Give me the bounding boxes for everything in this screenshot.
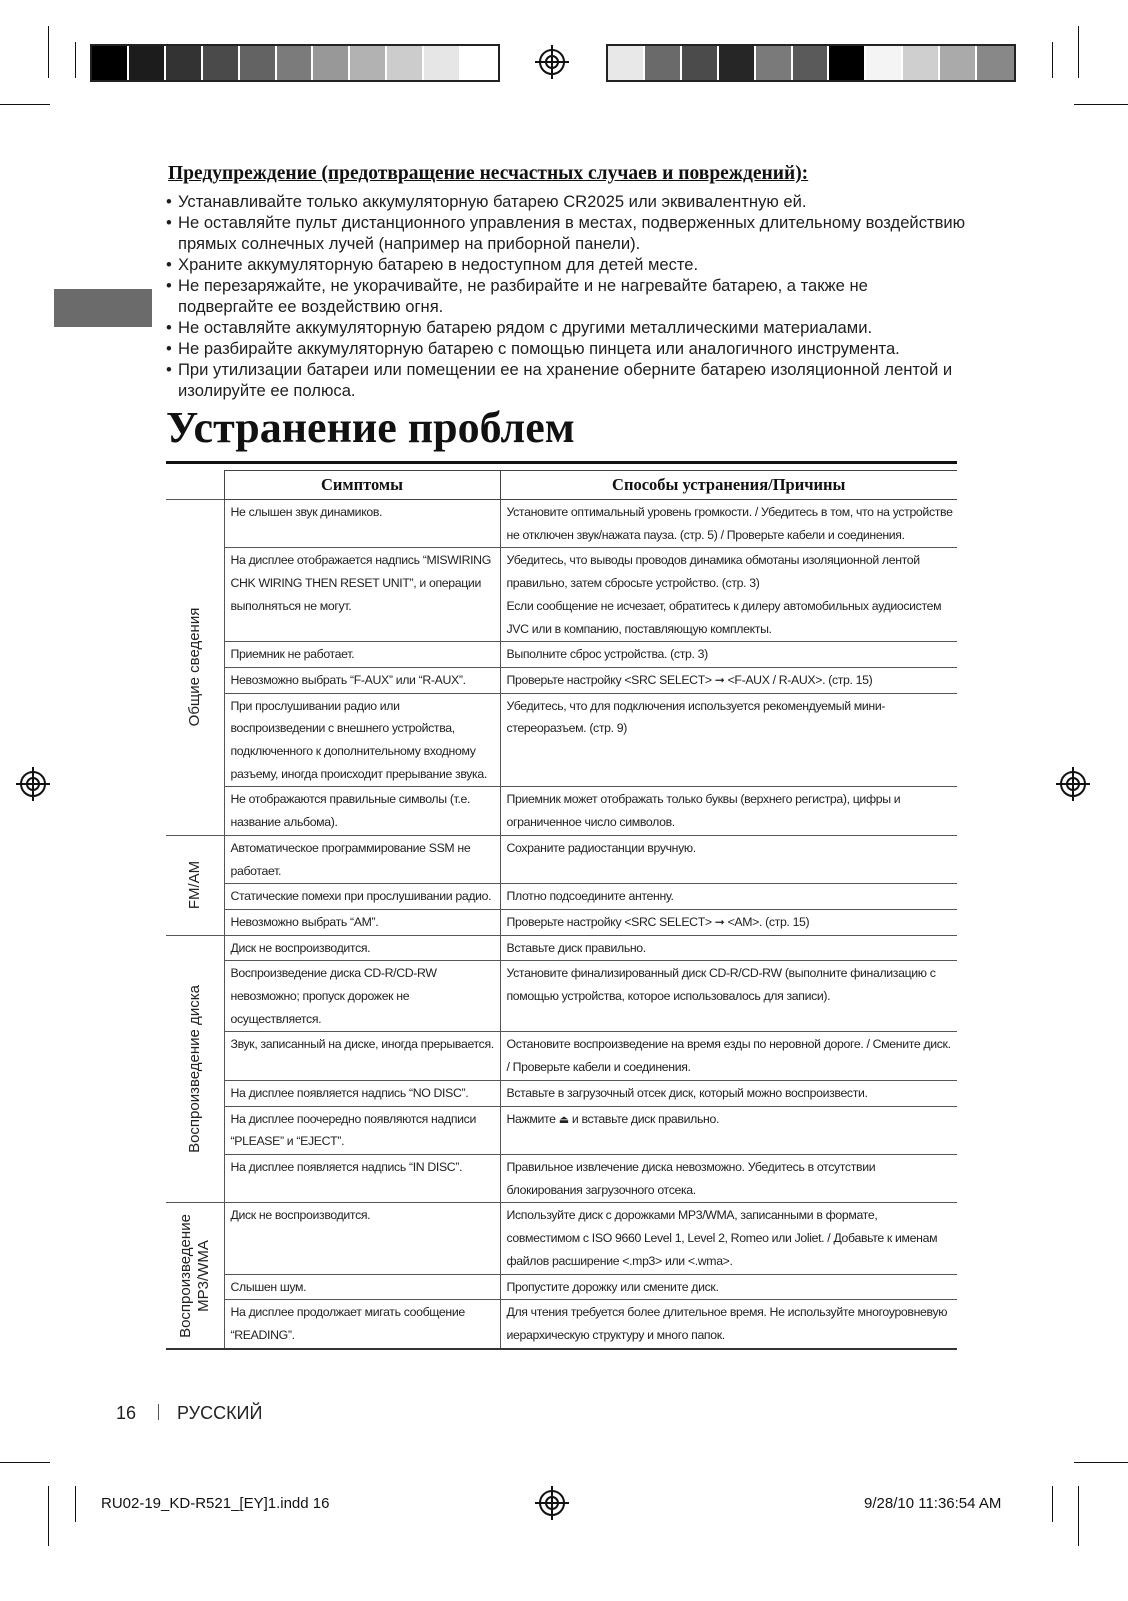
color-swatch: [682, 46, 719, 80]
symptom-cell: Не слышен звук динамиков.: [224, 500, 500, 548]
symptom-cell: Статические помехи при прослушивании радио.: [224, 884, 500, 910]
symptom-cell: На дисплее появляется надпись “NO DISC”.: [224, 1080, 500, 1106]
table-row: [166, 1203, 957, 1274]
table-row: [166, 909, 957, 935]
color-swatch: [313, 46, 350, 80]
solution-text: Убедитесь, что выводы проводов динамика обмотаны изоляционной лентой правильно, затем сбросьте устройство. (стр. 3): [506, 553, 920, 591]
category-label: Общие сведения: [185, 608, 203, 727]
color-swatch: [92, 46, 129, 80]
solution-text: Нажмите: [506, 1111, 556, 1126]
color-swatch: [756, 46, 793, 80]
warning-item: • Устанавливайте только аккумуляторную батарею CR2025 или эквивалентную ей.: [166, 191, 966, 212]
registration-mark-icon: [16, 767, 50, 801]
table-row: [166, 835, 957, 883]
table-row: [166, 1080, 957, 1106]
solution-cell: Выполните сброс устройства. (стр. 3): [500, 642, 957, 668]
table-row: [166, 693, 957, 787]
solution-cell: Плотно подсоедините антенну.: [500, 884, 957, 910]
solution-cell: Вставьте диск правильно.: [500, 935, 957, 961]
symptom-cell: Невозможно выбрать “F-AUX” или “R-AUX”.: [224, 667, 500, 693]
table-header-row: [166, 471, 957, 500]
solution-cell: Для чтения требуется более длительное время. Не используйте многоуровневую иерархическую структуру и много папок.: [500, 1300, 957, 1349]
table-row: [166, 961, 957, 1032]
symptom-cell: На дисплее поочередно появляются надписи “PLEASE” и “EJECT”.: [224, 1106, 500, 1154]
title-rule: [166, 461, 957, 464]
category-label-line: MP3/WMA: [194, 1239, 212, 1312]
header-symptoms: Симптомы: [224, 471, 500, 500]
category-label-line: Воспроизведение: [176, 1213, 194, 1338]
color-swatch: [277, 46, 314, 80]
color-bar-right: [606, 44, 1016, 82]
eject-icon: ⏏: [558, 1113, 569, 1126]
color-swatch: [461, 46, 498, 80]
table-row: [166, 1274, 957, 1300]
page-title: Устранение проблем: [166, 403, 575, 452]
table-row: [166, 1154, 957, 1202]
slug-timestamp: 9/28/10 11:36:54 AM: [864, 1495, 1002, 1512]
registration-mark-icon: [1056, 767, 1090, 801]
symptom-cell: На дисплее продолжает мигать сообщение “READING”.: [224, 1300, 500, 1349]
warning-item: • Храните аккумуляторную батарею в недоступном для детей месте.: [166, 254, 966, 275]
symptom-cell: Диск не воспроизводится.: [224, 1203, 500, 1274]
solution-cell: [500, 909, 957, 935]
color-swatch: [424, 46, 461, 80]
footer-language: РУССКИЙ: [177, 1403, 263, 1423]
solution-cell: Установите финализированный диск CD-R/CD-RW (выполните финализацию с помощью устройства, которое использовалось для записи).: [500, 961, 957, 1032]
solution-text: <F-AUX / R-AUX>. (стр. 15): [727, 672, 873, 687]
header-solutions: Способы устранения/Причины: [500, 471, 957, 500]
table-row: [166, 787, 957, 835]
table-row: [166, 667, 957, 693]
solution-cell: Правильное извлечение диска невозможно. Убедитесь в отсутствии блокирования загрузочного отсека.: [500, 1154, 957, 1202]
color-swatch: [793, 46, 830, 80]
warning-item: • Не разбирайте аккумуляторную батарею с помощью пинцета или аналогичного инструмента.: [166, 338, 966, 359]
category-fmam: [166, 835, 224, 935]
solution-cell: Сохраните радиостанции вручную.: [500, 835, 957, 883]
table-row: [166, 884, 957, 910]
table-row: [166, 548, 957, 642]
warning-item: • Не оставляйте пульт дистанционного управления в местах, подверженных длительному воздействию прямых солнечных лучей (например на приборной панели).: [166, 212, 966, 254]
warning-list: [166, 191, 966, 401]
footer-divider: [158, 1404, 159, 1420]
table-row: [166, 642, 957, 668]
page-footer: [116, 1403, 262, 1424]
color-swatch: [903, 46, 940, 80]
category-label: FM/AM: [185, 861, 203, 910]
slug-filename: RU02-19_KD-R521_[EY]1.indd 16: [101, 1495, 330, 1512]
solution-cell: Остановите воспроизведение на время езды по неровной дороге. / Смените диск. / Проверьте кабели и соединения.: [500, 1032, 957, 1080]
category-label: Воспроизведение диска: [185, 985, 203, 1153]
color-swatch: [240, 46, 277, 80]
color-swatch: [387, 46, 424, 80]
color-swatch: [719, 46, 756, 80]
solution-cell: [500, 1106, 957, 1154]
symptom-cell: Автоматическое программирование SSM не работает.: [224, 835, 500, 883]
table-row: [166, 1300, 957, 1349]
solution-cell: Убедитесь, что для подключения используется рекомендуемый мини-стереоразъем. (стр. 9): [500, 693, 957, 787]
table-row: [166, 500, 957, 548]
solution-cell: Приемник может отображать только буквы (верхнего регистра), цифры и ограниченное число символов.: [500, 787, 957, 835]
solution-text: и вставьте диск правильно.: [571, 1111, 720, 1126]
warning-title: Предупреждение (предотвращение несчастных случаев и повреждений):: [168, 163, 809, 184]
color-swatch: [977, 46, 1014, 80]
warning-item: • При утилизации батареи или помещении ее на хранение оберните батарею изоляционной лентой и изолируйте ее полюса.: [166, 359, 966, 401]
solution-text: <AM>. (стр. 15): [727, 914, 810, 929]
category-mp3-wma: [166, 1203, 224, 1349]
table-row: [166, 1032, 957, 1080]
symptom-cell: Диск не воспроизводится.: [224, 935, 500, 961]
color-swatch: [608, 46, 645, 80]
category-general: [166, 500, 224, 836]
solution-cell: [500, 667, 957, 693]
solution-text: Проверьте настройку <SRC SELECT>: [506, 672, 712, 687]
solution-cell: Установите оптимальный уровень громкости. / Убедитесь в том, что на устройстве не отключен звук/нажата пауза. (стр. 5) / Проверьте кабели и соединения.: [500, 500, 957, 548]
troubleshooting-table: [166, 470, 957, 1350]
symptom-cell: Не отображаются правильные символы (т.е. название альбома).: [224, 787, 500, 835]
solution-cell: Пропустите дорожку или смените диск.: [500, 1274, 957, 1300]
warning-item: • Не перезаряжайте, не укорачивайте, не разбирайте и не нагревайте батарею, а также не подвергайте ее воздействию огня.: [166, 275, 966, 317]
symptom-cell: Воспроизведение диска CD-R/CD-RW невозможно; пропуск дорожек не осуществляется.: [224, 961, 500, 1032]
category-disc: [166, 935, 224, 1203]
page-number: 16: [116, 1403, 137, 1423]
color-swatch: [829, 46, 866, 80]
category-label: [177, 1214, 213, 1338]
color-bar-left: [90, 44, 500, 82]
solution-text: Если сообщение не исчезает, обратитесь к дилеру автомобильных аудиосистем JVC или в компанию, поставляющую комплекты.: [506, 598, 942, 636]
color-swatch: [203, 46, 240, 80]
color-swatch: [866, 46, 903, 80]
registration-mark-icon: [535, 1486, 569, 1520]
warning-item: • Не оставляйте аккумуляторную батарею рядом с другими металлическими материалами.: [166, 317, 966, 338]
symptom-cell: Слышен шум.: [224, 1274, 500, 1300]
color-swatch: [645, 46, 682, 80]
registration-mark-icon: [535, 45, 569, 79]
solution-cell: [500, 548, 957, 642]
table-row: [166, 935, 957, 961]
symptom-cell: Приемник не работает.: [224, 642, 500, 668]
table-header-spacer: [166, 471, 224, 500]
color-swatch: [940, 46, 977, 80]
solution-cell: Используйте диск с дорожками MP3/WMA, записанными в формате, совместимом с ISO 9660 Level 1, Level 2, Romeo или Joliet. / Добавьте к именам файлов расширение <.mp3> или <.wma>.: [500, 1203, 957, 1274]
color-swatch: [129, 46, 166, 80]
symptom-cell: На дисплее появляется надпись “IN DISC”.: [224, 1154, 500, 1202]
arrow-right-icon: ➞: [714, 672, 725, 687]
solution-cell: Вставьте в загрузочный отсек диск, который можно воспроизвести.: [500, 1080, 957, 1106]
color-swatch: [350, 46, 387, 80]
symptom-cell: Невозможно выбрать “AM”.: [224, 909, 500, 935]
color-swatch: [166, 46, 203, 80]
symptom-cell: На дисплее отображается надпись “MISWIRING CHK WIRING THEN RESET UNIT”, и операции выполняться не могут.: [224, 548, 500, 642]
language-side-tab: [54, 289, 152, 327]
solution-text: Проверьте настройку <SRC SELECT>: [506, 914, 712, 929]
symptom-cell: Звук, записанный на диске, иногда прерывается.: [224, 1032, 500, 1080]
symptom-cell: При прослушивании радио или воспроизведении с внешнего устройства, подключенного к дополнительному входному разъему, иногда происходит прерывание звука.: [224, 693, 500, 787]
arrow-right-icon: ➞: [714, 914, 725, 929]
table-row: [166, 1106, 957, 1154]
